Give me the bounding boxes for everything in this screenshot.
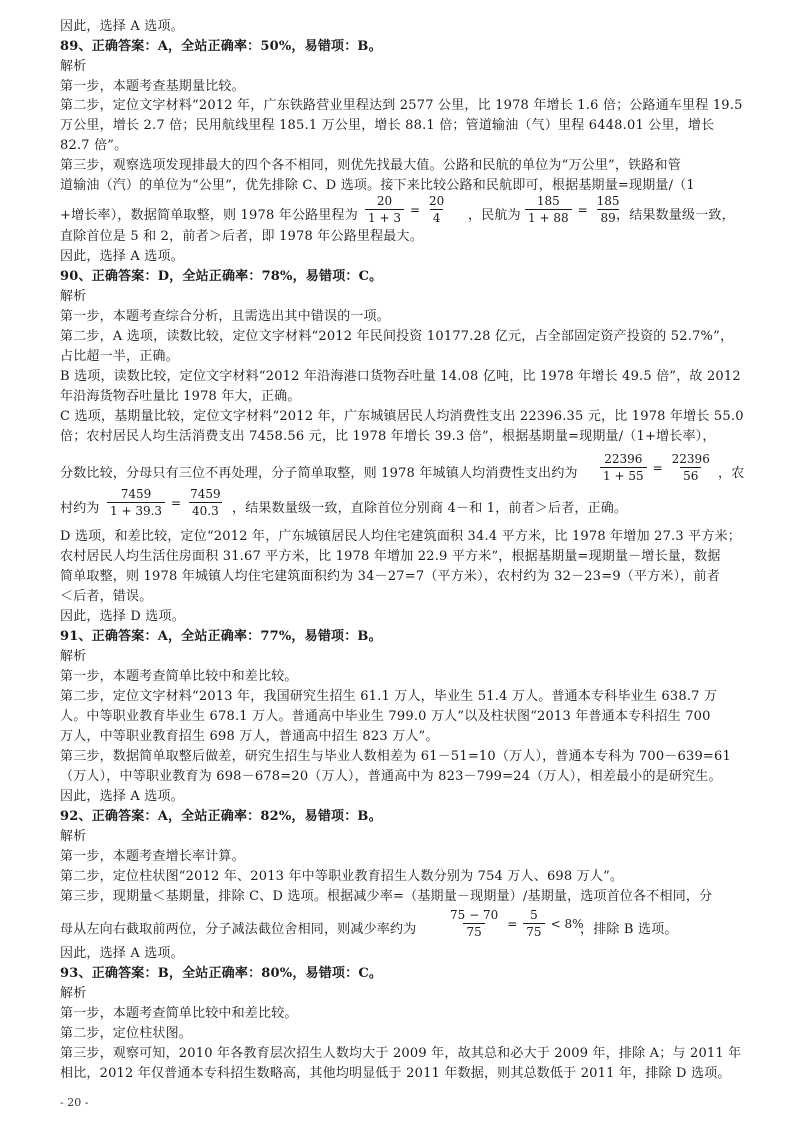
answer-heading-92: 92、正确答案：A，全站正确率：82%，易错项：B。 bbox=[60, 809, 382, 824]
fraction-denominator: 56 bbox=[680, 467, 701, 483]
equals-sign: = bbox=[171, 495, 182, 510]
text-line: 第三步，现期量＜基期量，排除 C、D 选项。根据减少率=（基期量－现期量）/基期量，选项首位各不相同，分 bbox=[60, 889, 713, 904]
text-line: 第二步，定位柱状图“2012 年、2013 年中等职业教育招生人数分别为 754 万人、698 万人”。 bbox=[60, 869, 624, 884]
text-line: 第一步，本题考查增长率计算。 bbox=[60, 849, 245, 864]
fraction-denominator: 75 bbox=[523, 923, 544, 939]
text-line: 村约为 bbox=[60, 501, 100, 516]
text-line: 因此，选择 A 选项。 bbox=[60, 789, 184, 804]
text-line: 因此，选择 D 选项。 bbox=[60, 609, 185, 624]
answer-heading-91: 91、正确答案：A，全站正确率：77%，易错项：B。 bbox=[60, 629, 382, 644]
text-line: 占比超一半，正确。 bbox=[60, 349, 179, 364]
text-line: C 选项，基期量比较，定位文字材料“2012 年，广东城镇居民人均消费性支出 22396.35 元，比 1978 年增长 55.0 bbox=[60, 409, 744, 424]
text-line: 82.7 倍”。 bbox=[60, 138, 128, 153]
text-line: 万人，中等职业教育招生 698 万人，普通高中招生 823 万人”。 bbox=[60, 729, 439, 744]
text-line: 相比，2012 年仅普通本专科招生数略高，其他均明显低于 2011 年数据，则其总数低于 2011 年，排除 D 选项。 bbox=[60, 1066, 731, 1081]
text-line: 人。中等职业教育毕业生 678.1 万人。普通高中毕业生 799.0 万人”以及柱状图“2013 年普通本专科招生 700 bbox=[60, 709, 711, 724]
text-line: ，结果数量级一致，直除首位分别商 4－和 1，前者＞后者，正确。 bbox=[232, 501, 628, 516]
text-line: 第二步，定位柱状图。 bbox=[60, 1026, 193, 1041]
equals-sign: = bbox=[507, 916, 518, 931]
formula-decrease-rate bbox=[444, 908, 586, 939]
fraction-denominator: 40.3 bbox=[189, 502, 222, 518]
text-line: 因此，选择 A 选项。 bbox=[60, 19, 184, 34]
fraction-numerator: 185 bbox=[596, 194, 620, 208]
text-line: 第一步，本题考查基期量比较。 bbox=[60, 79, 245, 94]
fraction-numerator: 5 bbox=[530, 908, 538, 922]
text-line: 年沿海货物吞吐量比 1978 年大，正确。 bbox=[60, 389, 301, 404]
fraction-denominator: 75 bbox=[463, 923, 484, 939]
formula-urban-base bbox=[597, 452, 716, 483]
text-line: 简单取整，则 1978 年城镇人均住宅建筑面积约为 34－27=7（平方米），农村约为 32－23=9（平方米），前者 bbox=[60, 569, 720, 584]
text-line: 直除首位是 5 和 2，前者＞后者，即 1978 年公路里程最大。 bbox=[60, 229, 423, 244]
page-number: - 20 - bbox=[60, 1096, 89, 1109]
text-line: ，民航为 bbox=[468, 208, 521, 223]
fraction-denominator: 4 bbox=[430, 209, 444, 225]
analysis-label: 解析 bbox=[60, 59, 87, 74]
fraction-numerator: 7459 bbox=[120, 487, 152, 501]
fraction-numerator: 22396 bbox=[671, 452, 710, 466]
text-line: 第二步，A 选项，读数比较，定位文字材料“2012 年民间投资 10177.28 亿元，占全部固定资产投资的 52.7%”， bbox=[60, 329, 734, 344]
analysis-label: 解析 bbox=[60, 649, 87, 664]
text-line: 农村居民人均生活住房面积 31.67 平方米，比 1978 年增加 22.9 平方米”，根据基期量=现期量－增长量，数据 bbox=[60, 549, 721, 564]
fraction-numerator: 20 bbox=[429, 194, 445, 208]
text-line: ＜后者，错误。 bbox=[60, 589, 153, 604]
fraction-denominator: 1 + 88 bbox=[525, 209, 572, 225]
analysis-label: 解析 bbox=[60, 829, 87, 844]
answer-heading-93: 93、正确答案：B，全站正确率：80%，易错项：C。 bbox=[60, 966, 383, 981]
formula-rural-base bbox=[104, 487, 227, 518]
equals-sign: = bbox=[409, 202, 421, 217]
text-line: 第二步，定位文字材料“2013 年，我国研究生招生 61.1 万人，毕业生 51.4 万人。普通本专科毕业生 638.7 万 bbox=[60, 689, 718, 704]
text-line: 因此，选择 A 选项。 bbox=[60, 946, 184, 961]
text-line: ，排除 B 选项。 bbox=[580, 922, 678, 937]
equals-sign: = bbox=[577, 202, 588, 217]
fraction-denominator: 1 + 39.3 bbox=[107, 502, 165, 518]
text-line: B 选项，读数比较，定位文字材料“2012 年沿海港口货物吞吐量 14.08 亿吨，比 1978 年增长 49.5 倍”，故 2012 bbox=[60, 369, 741, 384]
fraction-numerator: 185 bbox=[536, 194, 560, 208]
text-line: 第二步，定位文字材料“2012 年，广东铁路营业里程达到 2577 公里，比 1978 年增长 1.6 倍；公路通车里程 19.5 bbox=[60, 98, 743, 113]
text-line: 第三步，数据简单取整后做差，研究生招生与毕业人数相差为 61－51=10（万人），普通本专科为 700－639=61 bbox=[60, 749, 731, 764]
fraction-numerator: 75 − 70 bbox=[450, 908, 499, 922]
text-line: ，结果数量级一致， bbox=[616, 208, 735, 223]
text-line: （万人），中等职业教育为 698－678=20（万人），普通高中为 823－799=24（万人），相差最小的是研究生。 bbox=[60, 769, 722, 784]
fraction-denominator: 89 bbox=[597, 209, 618, 225]
text-line: ，农 bbox=[718, 466, 745, 481]
formula-road-base bbox=[362, 194, 450, 225]
formula-air-base bbox=[522, 194, 626, 225]
answer-heading-90: 90、正确答案：D，全站正确率：78%，易错项：C。 bbox=[60, 269, 383, 284]
fraction-numerator: 22396 bbox=[604, 452, 643, 466]
text-line: 分数比较，分母只有三位不再处理，分子简单取整，则 1978 年城镇人均消费性支出约为 bbox=[60, 466, 578, 481]
text-line: 因此，选择 A 选项。 bbox=[60, 249, 184, 264]
analysis-label: 解析 bbox=[60, 986, 87, 1001]
text-line: 母从左向右截取前两位，分子减法截位舍相同，则减少率约为 bbox=[60, 922, 417, 937]
text-line: 第一步，本题考查简单比较中和差比较。 bbox=[60, 1006, 298, 1021]
fraction-numerator: 20 bbox=[376, 194, 393, 208]
text-line: 道输油（汽）的单位为“公里”，优先排除 C、D 选项。接下来比较公路和民航即可，根据基期量=现期量/（1 bbox=[60, 178, 695, 193]
text-line: D 选项，和差比较，定位“2012 年，广东城镇居民人均住宅建筑面积 34.4 平方米，比 1978 年增加 27.3 平方米； bbox=[60, 529, 741, 544]
text-line: 第一步，本题考查综合分析，且需选出其中错误的一项。 bbox=[60, 309, 391, 324]
text-line: +增长率），数据简单取整，则 1978 年公路里程为 bbox=[60, 208, 358, 223]
equals-sign: = bbox=[652, 460, 663, 475]
text-line: 倍；农村居民人均生活消费支出 7458.56 元，比 1978 年增长 39.3 倍”，根据基期量=现期量/（1+增长率）， bbox=[60, 429, 716, 444]
fraction-denominator: 1 + 55 bbox=[600, 467, 647, 483]
text-line: 万公里，增长 2.7 倍；民用航线里程 185.1 万公里，增长 88.1 倍；管道输油（气）里程 6448.01 公里，增长 bbox=[60, 118, 715, 133]
analysis-label: 解析 bbox=[60, 289, 87, 304]
text-line: 第三步，观察可知，2010 年各教育层次招生人数均大于 2009 年，故其总和必大于 2009 年，排除 A；与 2011 年 bbox=[60, 1046, 742, 1061]
less-than-threshold: < 8% bbox=[550, 916, 584, 931]
answer-heading-89: 89、正确答案：A，全站正确率：50%，易错项：B。 bbox=[60, 39, 382, 54]
fraction-numerator: 7459 bbox=[190, 487, 221, 501]
fraction-denominator: 1 + 3 bbox=[365, 209, 404, 225]
text-line: 第三步，观察选项发现排最大的四个各不相同，则优先找最大值。公路和民航的单位为“万公里”，铁路和管 bbox=[60, 158, 681, 173]
text-line: 第一步，本题考查简单比较中和差比较。 bbox=[60, 669, 298, 684]
